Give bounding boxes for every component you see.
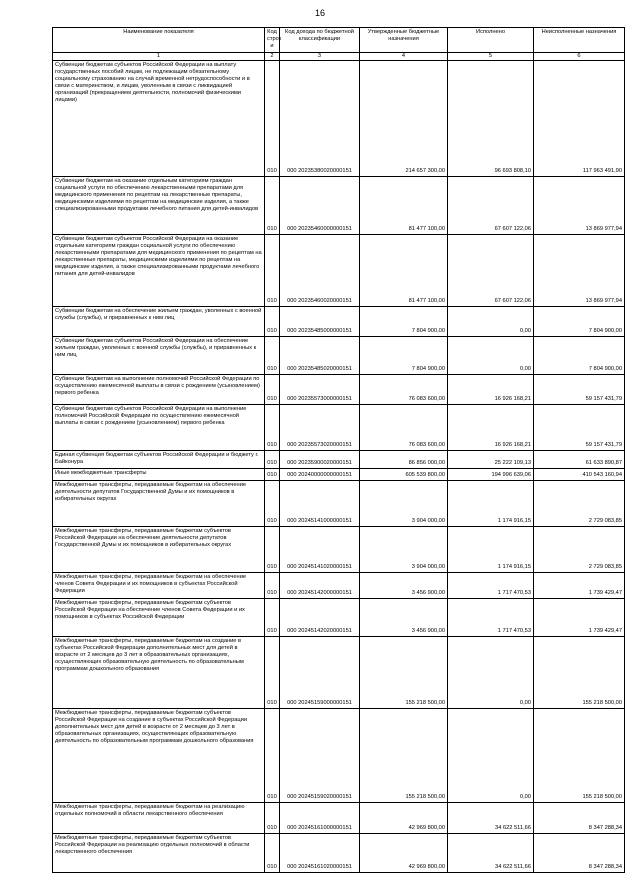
- column-number: 1: [53, 53, 265, 61]
- line-code-cell: 010: [265, 336, 280, 374]
- line-code-cell: 010: [265, 526, 280, 572]
- executed-amount-cell: 1 174 916,15: [448, 480, 534, 526]
- unexecuted-amount-cell: 155 218 500,00: [534, 708, 625, 802]
- income-code-cell: 000 20245142000000151: [280, 572, 360, 598]
- line-code-cell: 010: [265, 708, 280, 802]
- approved-amount-cell: 76 083 600,00: [360, 374, 448, 404]
- income-code-cell: 000 20245141020000151: [280, 526, 360, 572]
- line-code-cell: 010: [265, 572, 280, 598]
- income-code-cell: 000 20245161000000151: [280, 802, 360, 833]
- approved-amount-cell: 3 904 000,00: [360, 526, 448, 572]
- income-code-cell: 000 20240000000000151: [280, 468, 360, 480]
- unexecuted-amount-cell: 8 347 288,34: [534, 833, 625, 872]
- table-row: [53, 598, 625, 636]
- column-header-unexecuted: Неисполненные назначения: [534, 28, 625, 53]
- table-row: [53, 374, 625, 404]
- line-code-cell: 010: [265, 176, 280, 234]
- approved-amount-cell: 76 083 600,00: [360, 404, 448, 450]
- executed-amount-cell: 0,00: [448, 636, 534, 708]
- indicator-name-cell: Субвенции бюджетам субъектов Российской Федерации на выполнение полномочий Российской Федерации по осуществлению ежемесячной выплаты в связи с рождением (усыновлением) первого ребенка: [53, 404, 265, 450]
- table-row: [53, 176, 625, 234]
- table-row: [53, 60, 625, 176]
- approved-amount-cell: 155 218 500,00: [360, 708, 448, 802]
- column-header-line-code: Код строк и: [265, 28, 280, 53]
- income-code-cell: 000 20235900020000151: [280, 450, 360, 468]
- executed-amount-cell: 16 926 168,21: [448, 404, 534, 450]
- approved-amount-cell: 7 804 900,00: [360, 336, 448, 374]
- executed-amount-cell: 96 693 808,10: [448, 60, 534, 176]
- unexecuted-amount-cell: 117 963 491,90: [534, 60, 625, 176]
- column-number-row: [53, 53, 625, 61]
- table-row: [53, 833, 625, 872]
- line-code-cell: 010: [265, 468, 280, 480]
- income-code-cell: 000 20235485020000151: [280, 336, 360, 374]
- line-code-cell: 010: [265, 450, 280, 468]
- indicator-name-cell: Единая субвенция бюджетам субъектов Российской Федерации и бюджету г. Байконура: [53, 450, 265, 468]
- approved-amount-cell: 86 856 000,00: [360, 450, 448, 468]
- approved-amount-cell: 7 804 900,00: [360, 306, 448, 336]
- indicator-name-cell: Субвенции бюджетам субъектов Российской Федерации на обеспечение жильем граждан, уволенных с военной службы (службы), и приравненных к ним лиц: [53, 336, 265, 374]
- unexecuted-amount-cell: 8 347 288,34: [534, 802, 625, 833]
- indicator-name-cell: Межбюджетные трансферты, передаваемые бюджетам на создание в субъектах Российской Федерации дополнительных мест для детей в возрасте от 2 месяцев до 3 лет в образовательных организациях, осуществляющих образовательную деятельность по образовательным программам дошкольного образования: [53, 636, 265, 708]
- executed-amount-cell: 194 996 639,06: [448, 468, 534, 480]
- indicator-name-cell: Иные межбюджетные трансферты: [53, 468, 265, 480]
- executed-amount-cell: 16 926 168,21: [448, 374, 534, 404]
- income-code-cell: 000 20235573020000151: [280, 404, 360, 450]
- income-code-cell: 000 20245141000000151: [280, 480, 360, 526]
- unexecuted-amount-cell: 59 157 431,79: [534, 404, 625, 450]
- approved-amount-cell: 214 657 300,00: [360, 60, 448, 176]
- income-code-cell: 000 20245159020000151: [280, 708, 360, 802]
- table-row: [53, 468, 625, 480]
- line-code-cell: 010: [265, 234, 280, 306]
- line-code-cell: 010: [265, 404, 280, 450]
- table-row: [53, 450, 625, 468]
- income-code-cell: 000 20235380020000151: [280, 60, 360, 176]
- income-code-cell: 000 20235485000000151: [280, 306, 360, 336]
- indicator-name-cell: Межбюджетные трансферты, передаваемые бюджетам субъектов Российской Федерации на обеспечение членов Совета Федерации и их помощников в субъектах Российской Федерации: [53, 598, 265, 636]
- income-code-cell: 000 20245161020000151: [280, 833, 360, 872]
- executed-amount-cell: 67 607 122,06: [448, 234, 534, 306]
- table-row: [53, 234, 625, 306]
- column-header-name: Наименование показателя: [53, 28, 265, 53]
- unexecuted-amount-cell: 155 218 500,00: [534, 636, 625, 708]
- approved-amount-cell: 3 456 900,00: [360, 572, 448, 598]
- unexecuted-amount-cell: 13 869 977,94: [534, 234, 625, 306]
- table-row: [53, 480, 625, 526]
- approved-amount-cell: 81 477 100,00: [360, 176, 448, 234]
- table-header-row: [53, 28, 625, 53]
- executed-amount-cell: 1 717 470,53: [448, 598, 534, 636]
- executed-amount-cell: 0,00: [448, 336, 534, 374]
- unexecuted-amount-cell: 2 729 083,85: [534, 526, 625, 572]
- table-row: [53, 572, 625, 598]
- executed-amount-cell: 0,00: [448, 306, 534, 336]
- table-row: [53, 306, 625, 336]
- indicator-name-cell: Межбюджетные трансферты, передаваемые бюджетам субъектов Российской Федерации на создание в субъектах Российской Федерации дополнительных мест для детей в возрасте от 2 месяцев до 3 лет в образовательных организациях, осуществляющих образовательную деятельность по образовательным программам дошкольного образования: [53, 708, 265, 802]
- indicator-name-cell: Субвенции бюджетам субъектов Российской Федерации на оказание отдельным категориям граждан социальной услуги по обеспечению лекарственными препаратами для медицинского применения по рецептам на лекарственные препараты, медицинскими изделиями по рецептам на медицинские изделия, а также специализированными продуктами лечебного питания для детей-инвалидов: [53, 234, 265, 306]
- indicator-name-cell: Субвенции бюджетам на обеспечение жильем граждан, уволенных с военной службы (службы), и приравненных к ним лиц: [53, 306, 265, 336]
- line-code-cell: 010: [265, 636, 280, 708]
- approved-amount-cell: 42 969 800,00: [360, 802, 448, 833]
- table-body: [53, 60, 625, 872]
- table-row: [53, 708, 625, 802]
- column-number: 4: [360, 53, 448, 61]
- unexecuted-amount-cell: 7 804 900,00: [534, 336, 625, 374]
- indicator-name-cell: Субвенции бюджетам на оказание отдельным категориям граждан социальной услуги по обеспечению лекарственными препаратами для медицинского применения по рецептам на лекарственные препараты, медицинскими изделиями по рецептам на медицинские изделия, а также специализированными продуктами лечебного питания для детей-инвалидов: [53, 176, 265, 234]
- income-code-cell: 000 20245142020000151: [280, 598, 360, 636]
- column-header-approved: Утвержденные бюджетные назначения: [360, 28, 448, 53]
- unexecuted-amount-cell: 7 804 900,00: [534, 306, 625, 336]
- approved-amount-cell: 605 539 800,00: [360, 468, 448, 480]
- indicator-name-cell: Межбюджетные трансферты, передаваемые бюджетам субъектов Российской Федерации на обеспечение деятельности депутатов Государственной Думы и их помощников в избирательных округах: [53, 526, 265, 572]
- unexecuted-amount-cell: 1 739 429,47: [534, 572, 625, 598]
- column-header-income-code: Код дохода по бюджетной классификации: [280, 28, 360, 53]
- column-number: 2: [265, 53, 280, 61]
- indicator-name-cell: Межбюджетные трансферты, передаваемые бюджетам на обеспечение членов Совета Федерации и их помощников в субъектах Российской Федерации: [53, 572, 265, 598]
- budget-report-table: [52, 27, 625, 873]
- line-code-cell: 010: [265, 833, 280, 872]
- unexecuted-amount-cell: 1 739 429,47: [534, 598, 625, 636]
- unexecuted-amount-cell: 61 633 890,87: [534, 450, 625, 468]
- approved-amount-cell: 3 904 000,00: [360, 480, 448, 526]
- indicator-name-cell: Субвенции бюджетам субъектов Российской Федерации на выплату государственных пособий лицам, не подлежащим обязательному социальному страхованию на случай временной нетрудоспособности и в связи с материнством, и лицам, уволенным в связи с ликвидацией организаций (прекращением деятельности, полномочий физическими лицами): [53, 60, 265, 176]
- indicator-name-cell: Межбюджетные трансферты, передаваемые бюджетам на обеспечение деятельности депутатов Государственной Думы и их помощников в избирательных округах: [53, 480, 265, 526]
- indicator-name-cell: Субвенции бюджетам на выполнение полномочий Российской Федерации по осуществлению ежемесячной выплаты в связи с рождением (усыновлением) первого ребенка: [53, 374, 265, 404]
- executed-amount-cell: 1 717 470,53: [448, 572, 534, 598]
- income-code-cell: 000 20235573000000151: [280, 374, 360, 404]
- column-header-executed: Исполнено: [448, 28, 534, 53]
- indicator-name-cell: Межбюджетные трансферты, передаваемые бюджетам субъектов Российской Федерации на реализацию отдельных полномочий в области лекарственного обеспечения: [53, 833, 265, 872]
- approved-amount-cell: 155 218 500,00: [360, 636, 448, 708]
- income-code-cell: 000 20245159000000151: [280, 636, 360, 708]
- table-row: [53, 802, 625, 833]
- column-number: 6: [534, 53, 625, 61]
- income-code-cell: 000 20235460020000151: [280, 234, 360, 306]
- line-code-cell: 010: [265, 598, 280, 636]
- approved-amount-cell: 42 969 800,00: [360, 833, 448, 872]
- executed-amount-cell: 0,00: [448, 708, 534, 802]
- line-code-cell: 010: [265, 374, 280, 404]
- table-row: [53, 404, 625, 450]
- executed-amount-cell: 34 622 511,66: [448, 833, 534, 872]
- page-number: 16: [314, 8, 325, 18]
- line-code-cell: 010: [265, 60, 280, 176]
- income-code-cell: 000 20235460000000151: [280, 176, 360, 234]
- column-number: 3: [280, 53, 360, 61]
- approved-amount-cell: 3 456 900,00: [360, 598, 448, 636]
- table-row: [53, 636, 625, 708]
- line-code-cell: 010: [265, 306, 280, 336]
- column-number: 5: [448, 53, 534, 61]
- line-code-cell: 010: [265, 480, 280, 526]
- approved-amount-cell: 81 477 100,00: [360, 234, 448, 306]
- unexecuted-amount-cell: 13 869 977,94: [534, 176, 625, 234]
- line-code-cell: 010: [265, 802, 280, 833]
- unexecuted-amount-cell: 2 729 083,85: [534, 480, 625, 526]
- unexecuted-amount-cell: 410 543 160,94: [534, 468, 625, 480]
- table-row: [53, 526, 625, 572]
- indicator-name-cell: Межбюджетные трансферты, передаваемые бюджетам на реализацию отдельных полномочий в области лекарственного обеспечения: [53, 802, 265, 833]
- executed-amount-cell: 34 622 511,66: [448, 802, 534, 833]
- table-row: [53, 336, 625, 374]
- executed-amount-cell: 1 174 916,15: [448, 526, 534, 572]
- executed-amount-cell: 25 222 109,13: [448, 450, 534, 468]
- unexecuted-amount-cell: 59 157 431,79: [534, 374, 625, 404]
- executed-amount-cell: 67 607 122,06: [448, 176, 534, 234]
